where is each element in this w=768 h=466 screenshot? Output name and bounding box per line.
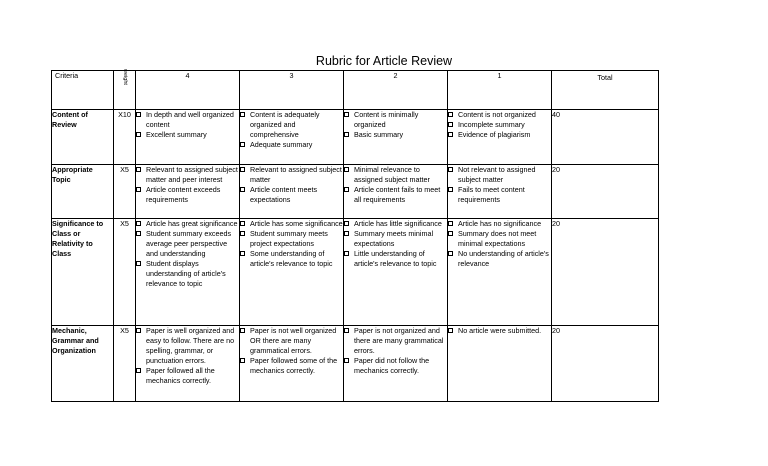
checkbox-bullet-icon bbox=[344, 167, 349, 172]
descriptor-text: Relevant to assigned subject matter bbox=[250, 165, 342, 184]
rubric-row bbox=[52, 110, 659, 165]
weight-cell: X5 bbox=[114, 165, 136, 219]
descriptor-text: Article content fails to meet all requirements bbox=[354, 185, 441, 204]
checkbox-bullet-icon bbox=[240, 231, 245, 236]
descriptor-list bbox=[136, 165, 239, 205]
checkbox-bullet-icon bbox=[448, 187, 453, 192]
descriptor-text: Paper followed some of the mechanics correctly. bbox=[250, 356, 338, 375]
descriptor-item bbox=[448, 229, 551, 249]
descriptor-list bbox=[240, 110, 343, 150]
descriptor-cell-level-2 bbox=[344, 110, 448, 165]
descriptor-item bbox=[448, 185, 551, 205]
descriptor-text: Paper did not follow the mechanics correctly. bbox=[354, 356, 430, 375]
descriptor-text: Content is adequately organized and comprehensive bbox=[250, 110, 320, 139]
descriptor-item bbox=[344, 356, 447, 376]
descriptor-text: No understanding of article's relevance bbox=[458, 249, 549, 268]
descriptor-item bbox=[240, 185, 343, 205]
descriptor-item bbox=[344, 185, 447, 205]
checkbox-bullet-icon bbox=[136, 261, 141, 266]
header-level-3: 3 bbox=[240, 71, 344, 110]
descriptor-item bbox=[344, 219, 447, 229]
descriptor-item bbox=[240, 219, 343, 229]
header-level-4: 4 bbox=[136, 71, 240, 110]
descriptor-item bbox=[448, 110, 551, 120]
descriptor-cell-level-2 bbox=[344, 326, 448, 402]
descriptor-cell-level-1 bbox=[448, 219, 552, 326]
checkbox-bullet-icon bbox=[344, 221, 349, 226]
descriptor-cell-level-3 bbox=[240, 326, 344, 402]
weight-cell: X5 bbox=[114, 219, 136, 326]
descriptor-item bbox=[448, 326, 551, 336]
descriptor-text: Paper is well organized and easy to follow. There are no spelling, grammar, or punctuation errors. bbox=[146, 326, 235, 365]
checkbox-bullet-icon bbox=[344, 328, 349, 333]
checkbox-bullet-icon bbox=[136, 231, 141, 236]
descriptor-list bbox=[136, 219, 239, 289]
header-level-2: 2 bbox=[344, 71, 448, 110]
descriptor-item bbox=[136, 185, 239, 205]
descriptor-list bbox=[240, 165, 343, 205]
descriptor-item bbox=[240, 229, 343, 249]
descriptor-text: In depth and well organized content bbox=[146, 110, 234, 129]
descriptor-cell-level-2 bbox=[344, 165, 448, 219]
checkbox-bullet-icon bbox=[136, 132, 141, 137]
descriptor-text: Relevant to assigned subject matter and peer interest bbox=[146, 165, 238, 184]
total-cell: 20 bbox=[552, 165, 659, 219]
descriptor-item bbox=[136, 366, 239, 386]
descriptor-text: Article content exceeds requirements bbox=[146, 185, 221, 204]
descriptor-item bbox=[344, 130, 447, 140]
header-criteria: Criteria bbox=[52, 71, 114, 110]
descriptor-text: Paper is not well organized OR there are many grammatical errors. bbox=[250, 326, 337, 355]
descriptor-text: Student summary exceeds average peer perspective and understanding bbox=[146, 229, 232, 258]
descriptor-item bbox=[448, 165, 551, 185]
descriptor-list bbox=[344, 165, 447, 205]
descriptor-text: Summary does not meet minimal expectations bbox=[458, 229, 537, 248]
descriptor-text: Article has little significance bbox=[354, 219, 442, 228]
descriptor-item bbox=[136, 219, 239, 229]
descriptor-text: Article has great significance bbox=[146, 219, 238, 228]
checkbox-bullet-icon bbox=[240, 221, 245, 226]
total-cell: 20 bbox=[552, 219, 659, 326]
criterion-cell bbox=[52, 326, 114, 402]
checkbox-bullet-icon bbox=[136, 167, 141, 172]
descriptor-text: Some understanding of article's relevance to topic bbox=[250, 249, 333, 268]
checkbox-bullet-icon bbox=[240, 358, 245, 363]
header-row bbox=[52, 71, 659, 110]
descriptor-cell-level-3 bbox=[240, 219, 344, 326]
descriptor-cell-level-3 bbox=[240, 110, 344, 165]
criterion-cell bbox=[52, 110, 114, 165]
weight-cell: X5 bbox=[114, 326, 136, 402]
descriptor-cell-level-4 bbox=[136, 110, 240, 165]
descriptor-list bbox=[344, 219, 447, 269]
descriptor-list bbox=[448, 165, 551, 205]
checkbox-bullet-icon bbox=[448, 328, 453, 333]
descriptor-list bbox=[136, 110, 239, 140]
criterion-label: Significance to Class or Relativity to Class bbox=[52, 219, 104, 258]
checkbox-bullet-icon bbox=[136, 112, 141, 117]
descriptor-cell-level-2 bbox=[344, 219, 448, 326]
descriptor-list bbox=[136, 326, 239, 386]
descriptor-item bbox=[240, 140, 343, 150]
total-cell: 20 bbox=[552, 326, 659, 402]
checkbox-bullet-icon bbox=[240, 167, 245, 172]
descriptor-text: Summary meets minimal expectations bbox=[354, 229, 434, 248]
checkbox-bullet-icon bbox=[448, 221, 453, 226]
descriptor-item bbox=[136, 130, 239, 140]
descriptor-cell-level-4 bbox=[136, 326, 240, 402]
checkbox-bullet-icon bbox=[344, 132, 349, 137]
rubric-row bbox=[52, 326, 659, 402]
descriptor-text: No article were submitted. bbox=[458, 326, 542, 335]
descriptor-item bbox=[136, 259, 239, 289]
descriptor-text: Student displays understanding of article's relevance to topic bbox=[146, 259, 226, 288]
descriptor-cell-level-1 bbox=[448, 165, 552, 219]
header-weight-label: weight bbox=[121, 69, 128, 85]
descriptor-text: Article has some significance bbox=[250, 219, 343, 228]
header-weight bbox=[114, 71, 136, 110]
criterion-label: Appropriate Topic bbox=[52, 165, 93, 184]
descriptor-item bbox=[136, 165, 239, 185]
checkbox-bullet-icon bbox=[344, 187, 349, 192]
checkbox-bullet-icon bbox=[448, 251, 453, 256]
descriptor-cell-level-4 bbox=[136, 219, 240, 326]
descriptor-text: Excellent summary bbox=[146, 130, 207, 139]
descriptor-text: Little understanding of article's relevance to topic bbox=[354, 249, 437, 268]
descriptor-text: Article has no significance bbox=[458, 219, 542, 228]
checkbox-bullet-icon bbox=[344, 112, 349, 117]
descriptor-list bbox=[448, 219, 551, 269]
checkbox-bullet-icon bbox=[240, 328, 245, 333]
weight-cell: X10 bbox=[114, 110, 136, 165]
descriptor-text: Article content meets expectations bbox=[250, 185, 318, 204]
criterion-label: Mechanic, Grammar and Organization bbox=[52, 326, 99, 355]
checkbox-bullet-icon bbox=[136, 368, 141, 373]
checkbox-bullet-icon bbox=[240, 112, 245, 117]
descriptor-text: Student summary meets project expectations bbox=[250, 229, 328, 248]
checkbox-bullet-icon bbox=[240, 251, 245, 256]
descriptor-item bbox=[448, 249, 551, 269]
descriptor-item bbox=[240, 165, 343, 185]
descriptor-list bbox=[240, 326, 343, 376]
descriptor-item bbox=[240, 249, 343, 269]
rubric-row bbox=[52, 165, 659, 219]
checkbox-bullet-icon bbox=[240, 142, 245, 147]
descriptor-text: Content is not organized bbox=[458, 110, 536, 119]
descriptor-item bbox=[344, 326, 447, 356]
descriptor-cell-level-3 bbox=[240, 165, 344, 219]
descriptor-text: Evidence of plagiarism bbox=[458, 130, 531, 139]
descriptor-item bbox=[240, 110, 343, 140]
descriptor-text: Adequate summary bbox=[250, 140, 313, 149]
checkbox-bullet-icon bbox=[344, 231, 349, 236]
checkbox-bullet-icon bbox=[448, 112, 453, 117]
descriptor-list bbox=[240, 219, 343, 269]
descriptor-item bbox=[344, 229, 447, 249]
checkbox-bullet-icon bbox=[136, 221, 141, 226]
descriptor-item bbox=[448, 219, 551, 229]
descriptor-text: Paper followed all the mechanics correctly. bbox=[146, 366, 215, 385]
checkbox-bullet-icon bbox=[240, 187, 245, 192]
checkbox-bullet-icon bbox=[448, 122, 453, 127]
rubric-body bbox=[52, 110, 659, 402]
descriptor-item bbox=[344, 165, 447, 185]
criterion-label: Content of Review bbox=[52, 110, 88, 129]
criterion-cell bbox=[52, 219, 114, 326]
checkbox-bullet-icon bbox=[448, 132, 453, 137]
checkbox-bullet-icon bbox=[344, 251, 349, 256]
checkbox-bullet-icon bbox=[136, 187, 141, 192]
descriptor-cell-level-4 bbox=[136, 165, 240, 219]
descriptor-item bbox=[240, 326, 343, 356]
checkbox-bullet-icon bbox=[448, 167, 453, 172]
descriptor-item bbox=[136, 110, 239, 130]
checkbox-bullet-icon bbox=[136, 328, 141, 333]
checkbox-bullet-icon bbox=[344, 358, 349, 363]
descriptor-list bbox=[344, 110, 447, 140]
descriptor-text: Paper is not organized and there are many grammatical errors. bbox=[354, 326, 444, 355]
descriptor-item bbox=[136, 326, 239, 366]
descriptor-text: Fails to meet content requirements bbox=[458, 185, 525, 204]
header-level-1: 1 bbox=[448, 71, 552, 110]
descriptor-cell-level-1 bbox=[448, 110, 552, 165]
descriptor-item bbox=[344, 249, 447, 269]
descriptor-text: Basic summary bbox=[354, 130, 404, 139]
descriptor-list bbox=[344, 326, 447, 376]
descriptor-cell-level-1 bbox=[448, 326, 552, 402]
criterion-cell bbox=[52, 165, 114, 219]
document-title: Rubric for Article Review bbox=[315, 54, 453, 68]
rubric-row bbox=[52, 219, 659, 326]
total-cell: 40 bbox=[552, 110, 659, 165]
descriptor-list bbox=[448, 110, 551, 140]
descriptor-text: Not relevant to assigned subject matter bbox=[458, 165, 536, 184]
descriptor-text: Incomplete summary bbox=[458, 120, 525, 129]
descriptor-item bbox=[240, 356, 343, 376]
descriptor-item bbox=[448, 120, 551, 130]
rubric-table bbox=[51, 70, 659, 402]
descriptor-text: Minimal relevance to assigned subject matter bbox=[354, 165, 430, 184]
descriptor-text: Content is minimally organized bbox=[354, 110, 419, 129]
descriptor-list bbox=[448, 326, 551, 336]
descriptor-item bbox=[136, 229, 239, 259]
checkbox-bullet-icon bbox=[448, 231, 453, 236]
descriptor-item bbox=[448, 130, 551, 140]
header-total: Total bbox=[552, 71, 659, 110]
descriptor-item bbox=[344, 110, 447, 130]
